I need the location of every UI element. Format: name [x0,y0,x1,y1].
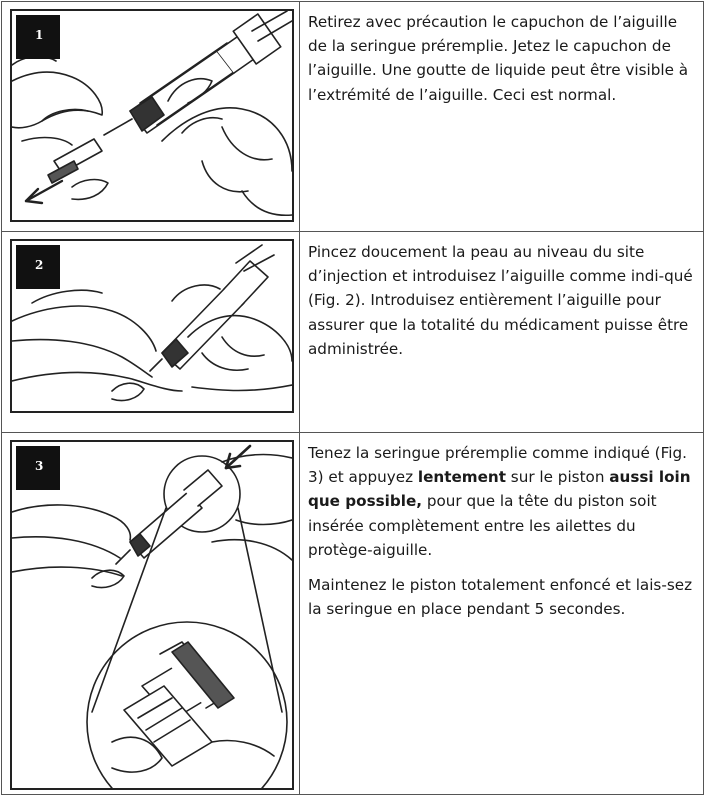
step-2-number-badge: 2 [16,245,60,289]
step-2-image-cell [2,232,300,433]
step-3-text-cell [300,433,704,795]
step-3-image-cell [2,433,300,795]
step-row-3 [2,433,704,795]
plunger-press-drawing [12,442,292,788]
step-row-1 [2,2,704,232]
step-row-2 [2,232,704,433]
step-1-instruction: Retirez avec précaution le capuchon de l’aiguille de la seringue préremplie. Jetez le capuchon de l’aiguille. Une goutte de liquide peut être visible à l’extrémité de l’aiguille. Ceci est normal. [308,13,689,104]
emphasis-as-far-as-possible: aussi loin que possible, [308,468,691,511]
step-3-illustration [10,440,294,790]
emphasis-slowly: lentement [417,468,506,487]
step-2-illustration [10,239,294,413]
step-3-hold-instruction: Maintenez le piston totalement enfoncé et lais-sez la seringue en place pendant 5 secondes. [308,576,693,619]
step-1-image-cell [2,2,300,232]
step-3-instruction: Tenez la seringue préremplie comme indiqué (Fig. 3) et appuyez lentement sur le piston aussi loin que possible, pour que la tête du piston soit insérée complètement entre les ailettes du protège-aiguille. [308,444,691,559]
step-1-illustration [10,9,294,222]
step-2-text-cell [300,232,704,433]
step-2-instruction: Pincez doucement la peau au niveau du site d’injection et introduisez l’aiguille comme indi-qué (Fig. 2). Introduisez entièrement l’aiguille pour assurer que la totalité du médicament puisse être administrée. [308,243,693,358]
step-3-number-badge: 3 [16,446,60,490]
step-1-text-cell [300,2,704,232]
instructions-table [1,1,704,795]
step-1-number-badge: 1 [16,15,60,59]
